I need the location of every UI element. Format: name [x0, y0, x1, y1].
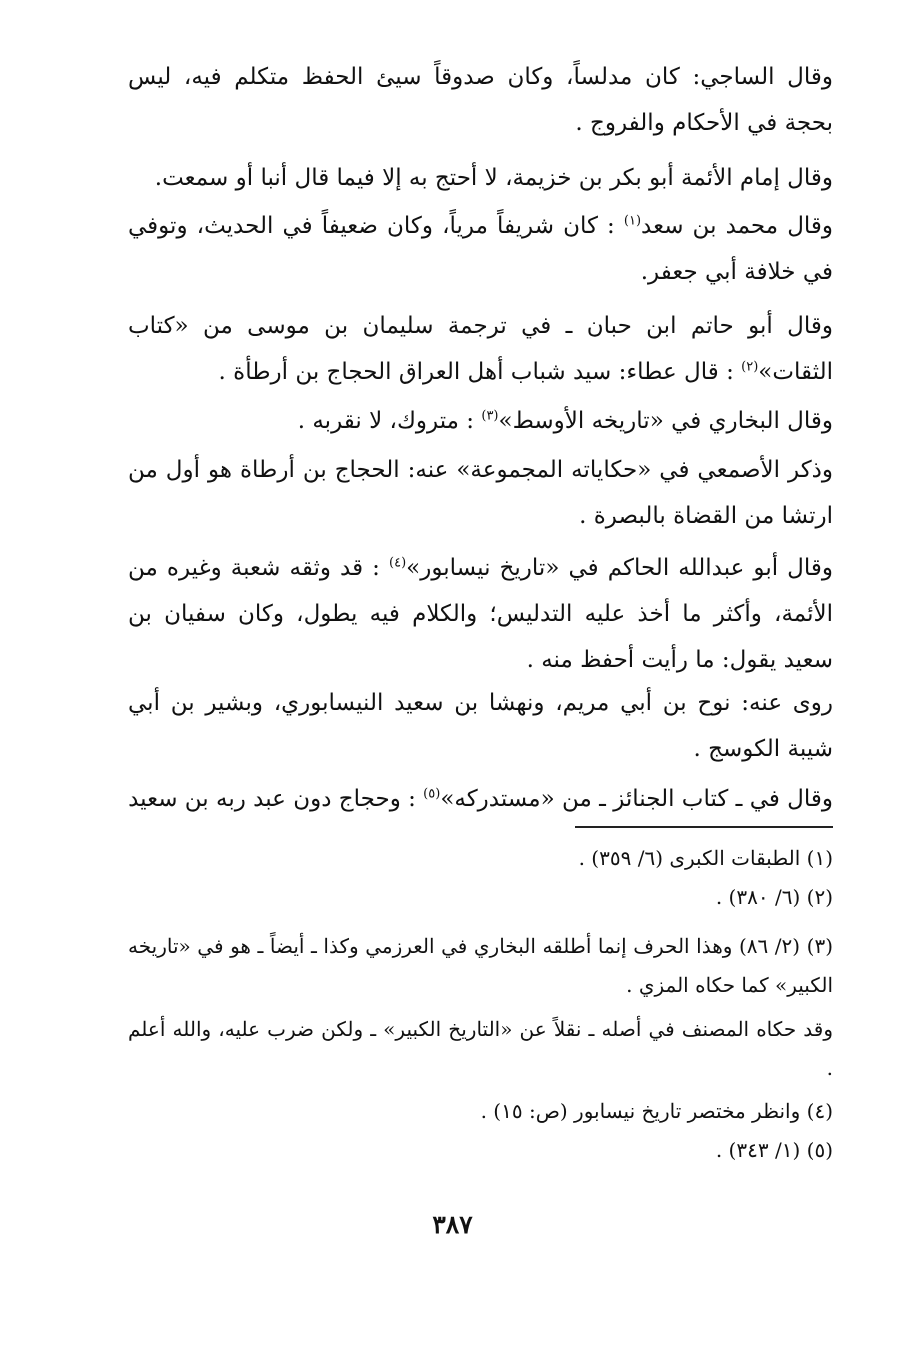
paragraph-text: : قد وثقه شعبة وغيره من الأئمة، وأكثر ما أخذ عليه التدليس؛ والكلام فيه يطول، وكان سفيان بن سعيد يقول: ما رأيت أحفظ منه . [128, 555, 833, 673]
footnote-5: (٥) (١/ ٣٤٣) . [715, 1138, 833, 1162]
footnote-ref: (٤) [389, 555, 407, 571]
paragraph-text: وقال البخاري في «تاريخه الأوسط» [498, 408, 833, 434]
footnote-ref: (٥) [423, 786, 441, 802]
page-number: ٣٨٧ [432, 1210, 473, 1239]
paragraph-text: وقال إمام الأئمة أبو بكر بن خزيمة، لا أحتج به إلا فيما قال أنبا أو سمعت. [154, 165, 833, 191]
paragraph-text: : متروك، لا نقربه . [297, 408, 482, 434]
paragraph-ibn-khuzayma [128, 155, 833, 201]
paragraph-sajji [128, 54, 833, 146]
paragraph-text: وقال في ـ كتاب الجنائز ـ من «مستدركه» [440, 786, 833, 812]
paragraph-text: : قال عطاء: سيد شباب أهل العراق الحجاج بن أرطأة . [218, 359, 742, 385]
footnote-3-continued: وقد حكاه المصنف في أصله ـ نقلاً عن «التاريخ الكبير» ـ ولكن ضرب عليه، والله أعلم . [128, 1017, 833, 1080]
footnote-1: (١) الطبقات الكبرى (٦/ ٣٥٩) . [578, 846, 833, 870]
paragraph-narrators [128, 680, 833, 772]
paragraph-bukhari [128, 398, 833, 444]
footnote-divider [575, 826, 833, 828]
paragraph-text: وقال أبو عبدالله الحاكم في «تاريخ نيسابور» [406, 555, 833, 581]
footnote-ref: (٣) [481, 408, 499, 424]
footnote-4: (٤) وانظر مختصر تاريخ نيسابور (ص: ١٥) . [480, 1099, 833, 1123]
paragraph-text: وقال محمد بن سعد [641, 213, 834, 239]
paragraph-text: وقال أبو حاتم ابن حبان ـ في ترجمة سليمان بن موسى من «كتاب الثقات» [128, 313, 833, 385]
footnote-ref: (٢) [741, 359, 759, 375]
paragraph-text: وذكر الأصمعي في «حكاياته المجموعة» عنه: الحجاج بن أرطاة هو أول من ارتشا من القضاة بالبصرة . [128, 457, 833, 529]
footnote-3: (٣) (٢/ ٨٦) وهذا الحرف إنما أطلقه البخاري في العرزمي وكذا ـ أيضاً ـ هو في «تاريخه الكبير» كما حكاه المزي . [128, 934, 833, 997]
footnote-2: (٢) (٦/ ٣٨٠) . [715, 885, 833, 909]
paragraph-ibn-saad [128, 203, 833, 295]
paragraph-text: وقال الساجي: كان مدلساً، وكان صدوقاً سيئ الحفظ متكلم فيه، ليس بحجة في الأحكام والفروج . [128, 64, 833, 136]
paragraph-text: : وحجاج دون عبد ربه بن سعيد [128, 786, 424, 812]
paragraph-hakim [128, 545, 833, 683]
paragraph-text: : كان شريفاً مرياً، وكان ضعيفاً في الحديث، وتوفي في خلافة أبي جعفر. [128, 213, 833, 285]
paragraph-asmai [128, 447, 833, 539]
footnote-ref: (١) [623, 213, 642, 229]
paragraph-mustadrak [128, 776, 833, 822]
paragraph-text: روى عنه: نوح بن أبي مريم، ونهشا بن سعيد النيسابوري، وبشير بن أبي شيبة الكوسج . [128, 690, 833, 762]
paragraph-ibn-hibban [128, 303, 833, 395]
